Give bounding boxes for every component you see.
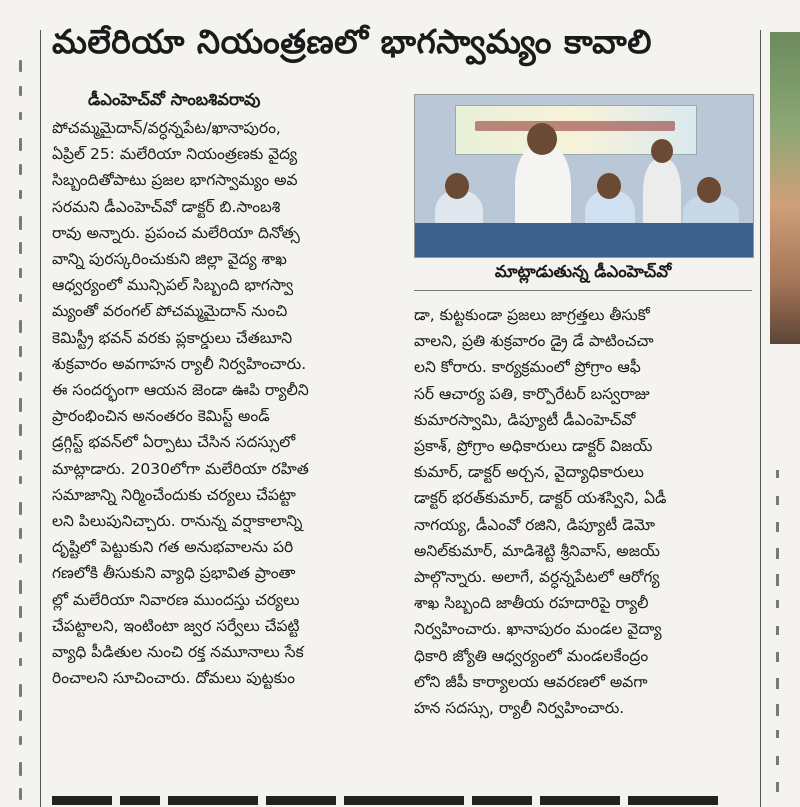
article-body-line: సమాజాన్ని నిర్మించేందుకు చర్యలు చేపట్టా <box>52 485 296 504</box>
adjacent-text-fragment <box>776 782 779 792</box>
photo-person-head <box>445 173 469 199</box>
adjacent-text-fragment <box>19 502 22 515</box>
adjacent-text-fragment <box>776 574 779 586</box>
adjacent-text-fragment <box>19 658 22 666</box>
adjacent-text-fragment <box>19 242 22 254</box>
article-body-line: సరమని డీఎంహెచ్‌వో డాక్టర్ బి.సాంబశి <box>52 197 281 216</box>
adjacent-text-fragment <box>19 398 22 412</box>
adjacent-text-fragment <box>19 86 22 96</box>
adjacent-text-fragment <box>19 268 22 278</box>
article-body-line: నాగయ్య, డీఎంవో రజిని, డిప్యూటీ డెమో <box>414 515 656 534</box>
adjacent-text-fragment <box>19 788 22 800</box>
adjacent-text-fragment <box>19 580 22 594</box>
adjacent-text-fragment <box>19 294 22 302</box>
article-body-line: మ్యంతో వరంగల్ పోచమ్మమైదాన్ నుంచి <box>52 302 288 321</box>
adjacent-text-fragment <box>776 522 779 532</box>
adjacent-text-fragment <box>19 346 22 357</box>
article-body-line: చేపట్టాలని, ఇంటింటా జ్వర సర్వేలు చేపట్టి <box>52 616 300 635</box>
article-body-line: ల్లో మలేరియా నివారణ ముందస్తు చర్యలు <box>52 590 300 609</box>
adjacent-text-fragment <box>776 652 779 662</box>
article-body-line: దృష్టిలో పెట్టుకుని గత అనుభవాలను పరి <box>52 538 294 557</box>
article-body-line: నిర్వహించారు. ఖానాపురం మండల వైద్యా <box>414 620 662 639</box>
article-body-line: డా, కుట్టకుండా ప్రజలు జాగ్రత్తలు తీసుకో <box>414 306 650 324</box>
adjacent-text-fragment <box>19 528 22 539</box>
adjacent-text-fragment <box>19 164 22 175</box>
adjacent-text-fragment <box>19 138 22 151</box>
article-body-line: కెమిస్ట్రీ భవన్ వరకు ప్లకార్డులు చేతబూని <box>52 328 293 347</box>
article-body-line: ఏప్రిల్ 25: మలేరియా నియంత్రణకు వైద్య <box>52 145 298 164</box>
adjacent-text-fragment <box>19 632 22 642</box>
column-divider-left <box>40 30 41 807</box>
article-body-line: సర్ ఆచార్య పతి, కార్పొరేటర్ బస్వరాజు <box>414 384 650 403</box>
article-body-line: లని కోరారు. కార్యక్రమంలో ప్రోగ్రాం ఆఫీ <box>414 358 641 377</box>
column-divider-right <box>760 30 761 807</box>
photo-person-head <box>651 139 673 163</box>
article-body-line: కుమారస్వామి, డిప్యూటీ డీఎంహెచ్‌వో <box>414 410 636 429</box>
photo-caption: మాట్లాడుతున్న డీఎంహెచ్‌వో <box>494 262 672 281</box>
article-body-line: హన సదస్సు, ర్యాలీ నిర్వహించారు. <box>414 699 625 718</box>
adjacent-text-fragment <box>19 216 22 230</box>
adjacent-text-fragment <box>19 424 22 436</box>
article-body-line: శుక్రవారం అవగాహన ర్యాలీ నిర్వహించారు. <box>52 354 307 373</box>
adjacent-text-fragment <box>776 756 779 765</box>
adjacent-text-fragment <box>776 470 779 478</box>
adjacent-text-fragment <box>19 112 22 120</box>
article-body-line: రించాలని సూచించారు. దోమలు పుట్టకుం <box>52 669 295 688</box>
article-body-right-column <box>414 302 752 721</box>
article-body-line: వ్యాధి పీడితుల నుంచి రక్త నమూనాలు సేక <box>52 643 304 662</box>
article-body-line: వాలని, ప్రతి శుక్రవారం డ్రై డే పాటించచా <box>414 332 654 351</box>
adjacent-photo-fragment <box>770 32 800 344</box>
article-body-left-column <box>52 115 404 691</box>
article-body-line: రావు అన్నారు. ప్రపంచ మలేరియా దినోత్స <box>52 223 300 242</box>
article-body-line: డాక్టర్ భరత్‌కుమార్, డాక్టర్ యశస్విని, ఏడీ <box>414 489 667 508</box>
article-body-line: పోచమ్మమైదాన్/వర్ధన్నపేట/ఖానాపురం, <box>52 119 281 137</box>
article-body-line: ఆధ్వర్యంలో మున్సిపల్ సిబ్బంది భాగస్వా <box>52 276 294 295</box>
photo-table <box>415 223 753 257</box>
adjacent-text-fragment <box>19 710 22 721</box>
adjacent-text-fragment <box>19 554 22 563</box>
article-body-line: పాల్గొన్నారు. అలాగే, వర్ధన్నపేటలో ఆరోగ్య <box>414 568 660 587</box>
adjacent-text-fragment <box>776 730 779 738</box>
article-body-line: లని పిలుపునిచ్చారు. రానున్న వర్షాకాలాన్ని <box>52 512 303 531</box>
adjacent-column-left-fragment <box>0 0 36 807</box>
adjacent-text-fragment <box>776 600 779 608</box>
adjacent-text-fragment <box>776 678 779 689</box>
adjacent-text-fragment <box>19 684 22 697</box>
adjacent-text-fragment <box>19 372 22 381</box>
adjacent-text-fragment <box>19 320 22 333</box>
adjacent-text-fragment <box>19 762 22 776</box>
photo-person-head <box>697 177 721 203</box>
article-body-line: శాఖ సిబ్బంది జాతీయ రహదారిపై ర్యాలీ <box>414 594 649 613</box>
article-body-line: ప్రకాశ్, ప్రోగ్రాం అధికారులు డాక్టర్ విజయ్ <box>414 437 653 456</box>
adjacent-text-fragment <box>776 626 779 635</box>
article-body-line: గణలోకి తీసుకుని వ్యాధి ప్రభావిత ప్రాంతా <box>52 564 296 583</box>
next-article-clipped-text <box>52 796 752 807</box>
article-body-line: ధికారి జ్యోతి ఆధ్వర్యంలో మండలకేంద్రం <box>414 646 649 665</box>
article-body-line: మాట్లాడారు. 2030లోగా మలేరియా రహిత <box>52 459 309 478</box>
article-photo <box>414 94 754 258</box>
adjacent-text-fragment <box>19 450 22 460</box>
article-body-line: ఈ సందర్భంగా ఆయన జెండా ఊపి ర్యాలీని <box>52 381 309 400</box>
adjacent-column-right-fragment <box>764 0 800 807</box>
adjacent-text-fragment <box>19 476 22 484</box>
photo-person-head <box>597 173 621 199</box>
adjacent-text-fragment <box>19 60 22 72</box>
article-body-line: ప్రారంభించిన అనంతరం కెమిస్ట్ అండ్ <box>52 407 270 426</box>
article-body-line: డ్రగ్గిస్ట్ భవన్‌లో ఏర్పాటు చేసిన సదస్సులో <box>52 433 296 452</box>
photo-speaker-head <box>527 123 557 155</box>
adjacent-text-fragment <box>19 190 22 199</box>
article-body-line: కుమార్, డాక్టర్ అర్చన, వైద్యాధికారులు <box>414 463 644 482</box>
adjacent-text-fragment <box>19 736 22 745</box>
adjacent-text-fragment <box>19 606 22 618</box>
article-headline: మలేరియా నియంత్రణలో భాగస్వామ్యం కావాలి <box>52 22 652 61</box>
article-body-line: సిబ్బందితోపాటు ప్రజల భాగస్వామ్యం అవ <box>52 171 298 190</box>
article-byline: డీఎంహెచ్‌వో సాంబశివరావు <box>88 90 261 109</box>
adjacent-text-fragment <box>776 548 779 559</box>
article-body-line: అనిల్‌కుమార్, మాడిశెట్టి శ్రీనివాస్, అజయ్ <box>414 541 660 560</box>
adjacent-text-fragment <box>776 704 779 716</box>
article-body-line: వాన్ని పురస్కరించుకుని జిల్లా వైద్య శాఖ <box>52 250 287 269</box>
photo-banner-text-strip <box>475 121 675 131</box>
article-body-line: లోని జీపీ కార్యాలయ ఆవరణలో అవగా <box>414 672 648 691</box>
adjacent-text-fragment <box>776 496 779 505</box>
caption-divider <box>414 290 752 291</box>
